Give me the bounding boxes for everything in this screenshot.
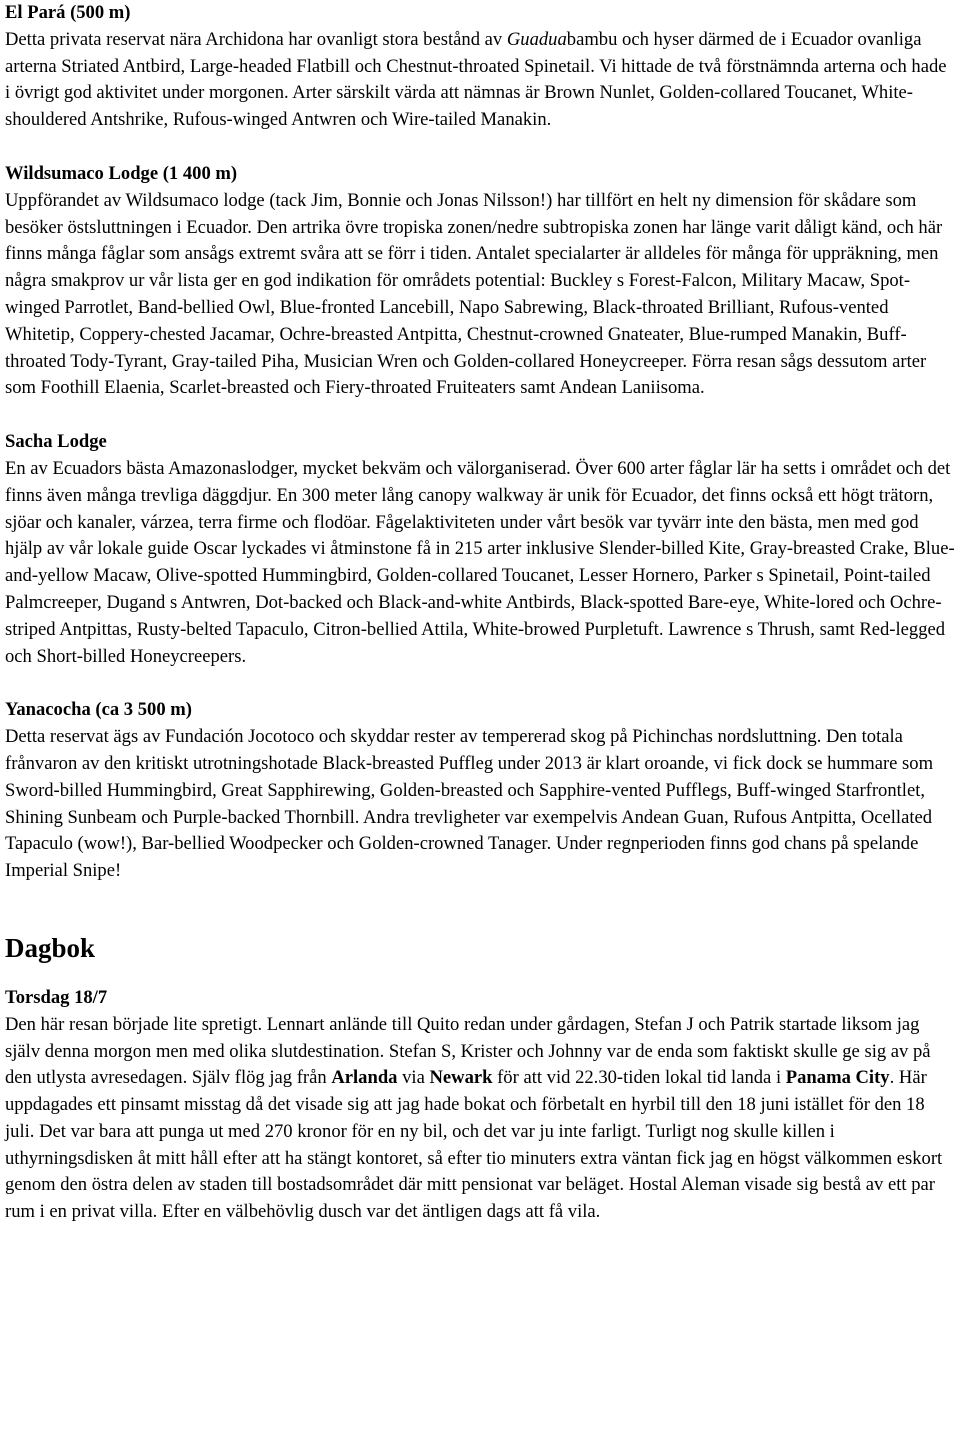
text-part: för att vid 22.30-tiden lokal tid landa i (492, 1067, 786, 1089)
section-yanacocha (5, 697, 956, 885)
section-wildsumaco (5, 161, 956, 402)
bold-place: Panama City (785, 1067, 890, 1089)
bold-place: Newark (429, 1067, 493, 1089)
section-title: Sacha Lodge (5, 431, 107, 453)
diary-day-title: Torsdag 18/7 (5, 986, 108, 1008)
bold-place: Arlanda (331, 1067, 398, 1089)
text-part: . Här uppdagades ett pinsamt misstag då det visade sig att jag hade bokat och förbetalt en hyrbil till den 18 juni istället för den 18 juli. Det var bara att punga ut med 270 kronor för en ny bil, och det var ju inte farligt. Turligt nog skulle killen i uthyrningsdisken åt mitt håll efter att ha stängt kontoret, så efter tio minuters extra väntan fick jag en högst välkommen eskort genom den östra delen av staden till bostadsområdet där mitt pensionat var beläget. Hostal Aleman visade sig bestå av ett par rum i en privat villa. Efter en välbehövlig dusch var det äntligen dags att få vila. (5, 1067, 943, 1223)
section-body: Detta reservat ägs av Fundación Jocotoco och skyddar rester av tempererad skog på Pichinchas nordsluttning. Den totala frånvaron av den kritiskt utrotningshotade Black-breasted Puffleg under 2013 är klart oroande, vi fick dock se hummare som Sword-billed Hummingbird, Great Sapphirewing, Golden-breasted och Sapphire-vented Pufflegs, Buff-winged Starfrontlet, Shining Sunbeam och Purple-backed Thornbill. Andra trevligheter var exempelvis Andean Guan, Rufous Antpitta, Ocellated Tapaculo (wow!), Bar-bellied Woodpecker och Golden-crowned Tanager. Under regnperioden finns god chans på spelande Imperial Snipe! (5, 726, 934, 882)
diary-body (5, 1012, 956, 1226)
paragraph-gap (5, 670, 956, 697)
paragraph-gap (5, 134, 956, 161)
section-title: El Pará (500 m) (5, 2, 131, 23)
text-part: Den här resan började lite spretigt. Lennart anlände till Quito redan under gårdagen, Stefan J och Patrik startade liksom jag själv denna morgon men med olika slutdestination. Stefan S, Krister och Johnny var de enda som faktiskt skulle ge sig av på den utlysta avresedagen. Själv flög jag från (5, 1013, 931, 1089)
diary-entry (5, 985, 956, 1226)
section-body (5, 27, 956, 134)
italic-term: Guadua (506, 28, 567, 50)
diary-heading: Dagbok (5, 932, 96, 963)
paragraph-gap (5, 402, 956, 429)
section-sacha-lodge (5, 429, 956, 670)
section-body: En av Ecuadors bästa Amazonaslodger, mycket bekväm och välorganiserad. Över 600 arter fåglar lär ha setts i området och det finns även många trevliga däggdjur. En 300 meter lång canopy walkway är unik för Ecuador, det finns också ett högt trätorn, sjöar och kanaler, várzea, terra firme och flodöar. Fågelaktiviteten under vårt besök var tyvärr inte den bästa, men med god hjälp av vår lokale guide Oscar lyckades vi åtminstone få in 215 arter inklusive Slender-billed Kite, Gray-breasted Crake, Blue-and-yellow Macaw, Olive-spotted Hummingbird, Golden-collared Toucanet, Lesser Hornero, Parker s Spinetail, Point-tailed Palmcreeper, Dugand s Antwren, Dot-backed och Black-and-white Antbirds, Black-spotted Bare-eye, White-lored och Ochre-striped Antpittas, Rusty-belted Tapaculo, Citron-bellied Attila, White-browed Purpletuft. Lawrence s Thrush, samt Red-legged och Short-billed Honeycreepers. (5, 457, 955, 667)
section-title: Wildsumaco Lodge (1 400 m) (5, 162, 238, 184)
section-gap (5, 885, 956, 931)
text-part: bambu och hyser därmed de i Ecuador ovanliga arterna Striated Antbird, Large-headed Flatbill och Chestnut-throated Spinetail. Vi hittade de två förstnämnda arterna och hade i övrigt god aktivitet under morgonen. Arter särskilt värda att nämnas är Brown Nunlet, Golden-collared Toucanet, White-shouldered Antshrike, Rufous-winged Antwren och Wire-tailed Manakin. (5, 28, 947, 131)
section-title: Yanacocha (ca 3 500 m) (5, 699, 192, 721)
text-part: Detta privata reservat nära Archidona har ovanligt stora bestånd av (5, 28, 507, 50)
section-body: Uppförandet av Wildsumaco lodge (tack Jim, Bonnie och Jonas Nilsson!) har tillfört en helt ny dimension för skådare som besöker östsluttningen i Ecuador. Den artrika övre tropiska zonen/nedre subtropiska zonen har länge varit dåligt känd, och här finns många fåglar som ansågs extremt svåra att se förr i tiden. Antalet specialarter är alldeles för många för uppräkning, men några smakprov ur vår lista ger en god indikation för områdets potential: Buckley s Forest-Falcon, Military Macaw, Spot-winged Parrotlet, Band-bellied Owl, Blue-fronted Lancebill, Napo Sabrewing, Black-throated Brilliant, Rufous-vented Whitetip, Coppery-chested Jacamar, Ochre-breasted Antpitta, Chestnut-crowned Gnateater, Blue-rumped Manakin, Buff-throated Tody-Tyrant, Gray-tailed Piha, Musician Wren och Golden-collared Honeycreeper. Förra resan sågs dessutom arter som Foothill Elaenia, Scarlet-breasted och Fiery-throated Fruiteaters samt Andean Laniisoma. (5, 189, 943, 399)
section-el-para (5, 0, 956, 134)
text-part: via (397, 1067, 430, 1089)
